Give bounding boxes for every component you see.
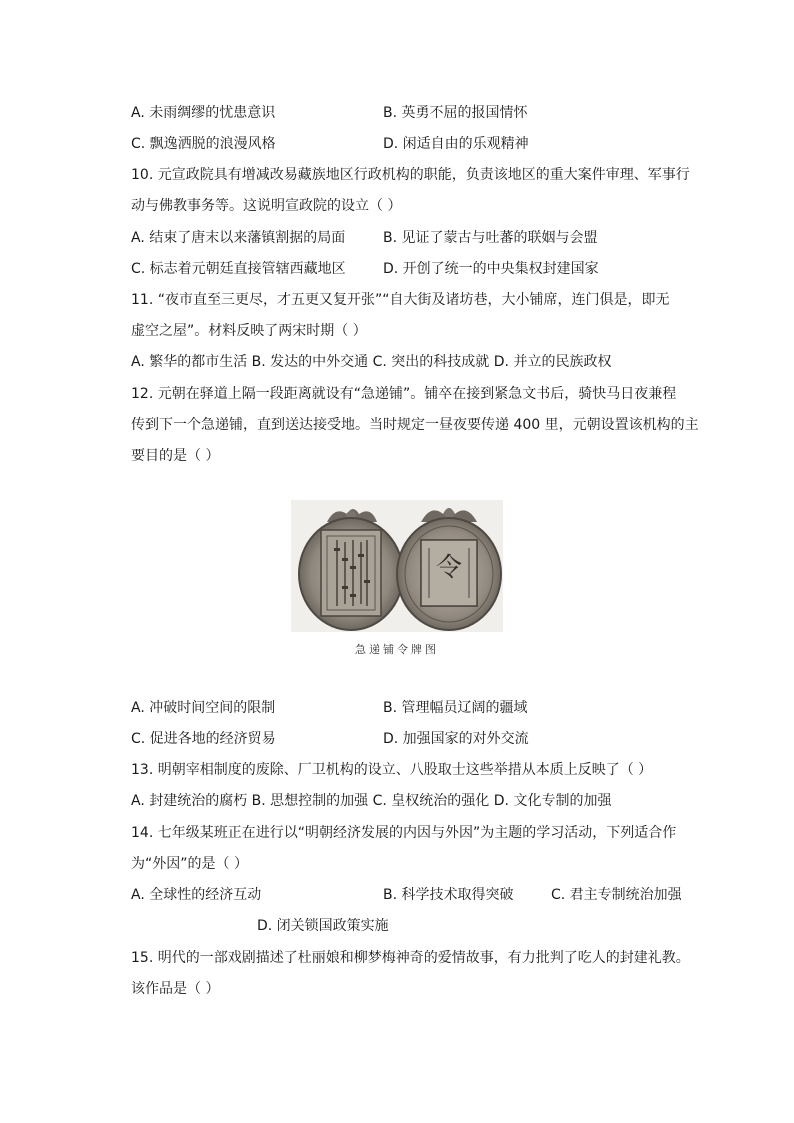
q10-option-a: A. 结束了唐末以来藩镇割据的局面 (131, 230, 346, 246)
q12-option-b: B. 管理幅员辽阔的疆域 (383, 700, 528, 716)
q14-stem-line1: 14. 七年级某班正在进行以“明朝经济发展的内因与外因”为主题的学习活动，下列适合作 (131, 825, 677, 841)
q13-options: A. 封建统治的腐朽 B. 思想控制的加强 C. 皇权统治的强化 D. 文化专制的加强 (131, 793, 612, 809)
q9-option-d: D. 闲适自由的乐观精神 (383, 136, 529, 152)
q9-option-b: B. 英勇不屈的报国情怀 (383, 105, 528, 121)
q9-option-a: A. 未雨绸缪的忧患意识 (131, 105, 276, 121)
figure-caption: 急递铺令牌图 (355, 643, 439, 656)
q9-option-c: C. 飘逸洒脱的浪漫风格 (131, 136, 276, 152)
q12-stem-line3: 要目的是（ ） (131, 448, 220, 464)
q12-option-d: D. 加强国家的对外交流 (383, 731, 529, 747)
q15-stem-line2: 该作品是（ ） (131, 981, 220, 997)
q14-stem-line2: 为“外因”的是（ ） (131, 856, 248, 872)
q10-option-c: C. 标志着元朝廷直接管辖西藏地区 (131, 261, 346, 277)
q14-option-c: C. 君主专制统治加强 (551, 887, 682, 903)
q12-option-c: C. 促进各地的经济贸易 (131, 731, 276, 747)
q14-option-b: B. 科学技术取得突破 (383, 887, 514, 903)
q14-option-a: A. 全球性的经济互动 (131, 887, 262, 903)
q12-stem-line2: 传到下一个急递铺，直到送达接受地。当时规定一昼夜要传递 400 里，元朝设置该机构的主 (131, 417, 699, 433)
q10-stem-line1: 10. 元宣政院具有增减改易藏族地区行政机构的职能，负责该地区的重大案件审理、军事行 (131, 167, 690, 183)
token-figure (291, 500, 503, 632)
q14-option-d: D. 闭关锁国政策实施 (257, 918, 389, 934)
q10-stem-line2: 动与佛教事务等。这说明宣政院的设立（ ） (131, 198, 402, 214)
token-character: 令 (435, 553, 462, 583)
q13-stem-line1: 13. 明朝宰相制度的废除、厂卫机构的设立、八股取士这些举措从本质上反映了（ ） (131, 762, 653, 778)
q12-stem-line1: 12. 元朝在驿道上隔一段距离就设有“急递铺”。铺卒在接到紧急文书后，骑快马日夜兼程 (131, 386, 677, 402)
q11-options: A. 繁华的都市生活 B. 发达的中外交通 C. 突出的科技成就 D. 并立的民族政权 (131, 354, 612, 370)
q11-stem-line1: 11. “夜市直至三更尽，才五更又复开张”“自大街及诸坊巷，大小铺席，连门俱是，即无 (131, 292, 670, 308)
q10-option-b: B. 见证了蒙古与吐蕃的联姻与会盟 (383, 230, 598, 246)
q11-stem-line2: 虚空之屋”。材料反映了两宋时期（ ） (131, 323, 367, 339)
q10-option-d: D. 开创了统一的中央集权封建国家 (383, 261, 599, 277)
q12-option-a: A. 冲破时间空间的限制 (131, 700, 276, 716)
q15-stem-line1: 15. 明代的一部戏剧描述了杜丽娘和柳梦梅神奇的爱情故事，有力批判了吃人的封建礼教。 (131, 950, 690, 966)
